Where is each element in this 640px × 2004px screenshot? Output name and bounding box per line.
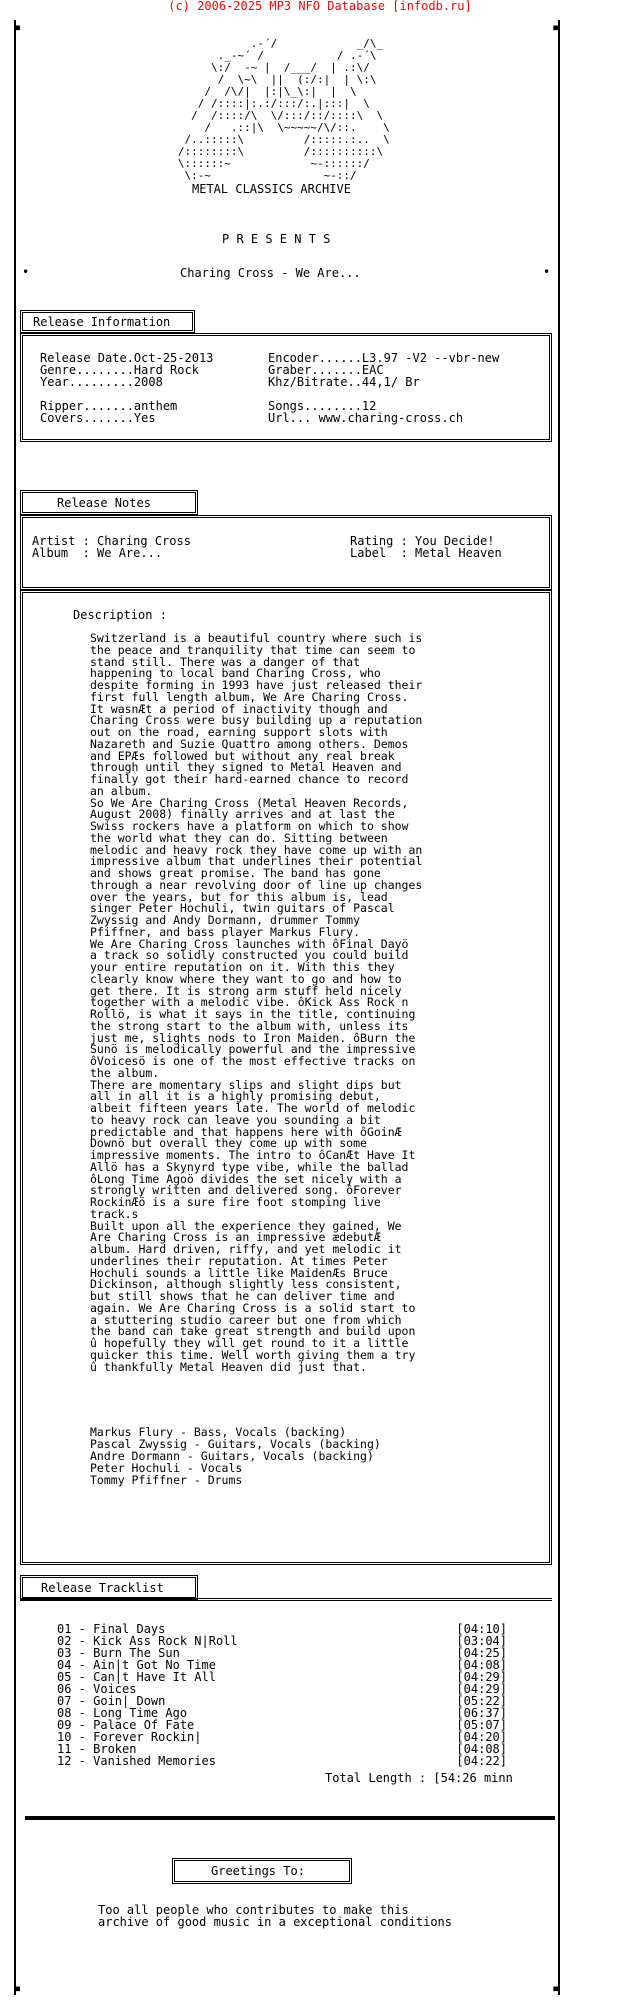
title-bullet: • (543, 265, 551, 279)
track-title: 01 - Final Days (57, 1622, 166, 1636)
greetings-label: Greetings To: (211, 1864, 305, 1878)
track-title: 10 - Forever Rockin| (57, 1730, 202, 1744)
track-length: [03:04] (456, 1634, 507, 1648)
corner-bullet: ▪ (14, 20, 22, 34)
release-notes-label: Release Notes (57, 496, 151, 510)
tracklist-frame-top (20, 1598, 552, 1601)
release-info-right: Encoder......L3.97 -V2 --vbr-new Graber.......EAC Khz/Bitrate..44,1/ Br Songs........12 Url... www.charing-cross.ch (268, 351, 500, 425)
track-length: [04:20] (456, 1730, 507, 1744)
release-info-left: Release Date.Oct-25-2013 Genre........Hard Rock Year.........2008 Ripper.......anthem Covers.......Yes (40, 351, 214, 425)
description-text: Switzerland is a beautiful country where such is the peace and tranquility that time can seem to stand still. There was a danger of that happening to local band Charing Cross, who despite forming in 1993 have just released their first full length album, We Are Charing Cross. It wasnÆt a period of inactivity though and Charing Cross were busy building up a reputation out on the road, earning support slots with Nazareth and Suzie Quattro among others. Demos and EPÆs followed but without any real break through until they signed to Metal Heaven and finally got their hard-earned chance to record an album. So We Are Charing Cross (Metal Heaven Records, August 2008) finally arrives and at last the Swiss rockers have a platform on which to show the world what they can do. Sitting between melodic and heavy rock they have come up with an impressive album that underlines their potential and shows great promise. The band has gone through a near revolving door of line up changes over the years, but for this album is, lead singer Peter Hochuli, twin guitars of Pascal Zwyssig and Andy Dormann, drummer Tommy Pfiffner, and bass player Markus Flury. We Are Charing Cross launches with ôFinal Dayö a track so solidly constructed you could build your entire reputation on it. With this they clearly know where they want to go and how to get there. It is strong arm stuff held nicely together with a melodic vibe. ôKick Ass Rock n Rollö, is what it says in the title, continuing the strong start to the album with, unless its just me, slights nods to Iron Maiden. ôBurn the Sunö is melodically powerful and the impressive ôVoicesö is one of the most effective tracks on the album. There are momentary slips and slight dips but all in all it is a highly promising debut, albeit fifteen years late. The world of melodic to heavy rock can leave you sounding a bit predictable and that happens here with ôGoinÆ Downö but overall they come up with some impressive moments. The intro to ôCanÆt Have It Allö has a Skynyrd type vibe, while the ballad ôLong Time Agoö divides the set nicely with a strongly written and delivered song. ôForever RockinÆö is a sure fire foot stomping live track.s Built upon all the experience they gained, We Are Charing Cross is an impressive ædebutÆ album. Hard driven, riffy, and yet melodic it underlines their reputation. At times Peter Hochuli sounds a little like MaidenÆs Bruce Dickinson, although slightly less consistent, but still shows that he can deliver time and again. We Are Charing Cross is a solid start to a stuttering studio career but one from which the band can take great strength and build upon û hopefully they will get round to it a little quicker this time. Well worth giving them a try û thankfully Metal Heaven did just that. (90, 631, 423, 1374)
track-row (57, 1755, 507, 1767)
corner-bullet: ▪ (14, 1981, 22, 1995)
track-title: 03 - Burn The Sun (57, 1646, 180, 1660)
release-information-label: Release Information (33, 315, 171, 329)
track-length: [04:29] (456, 1682, 507, 1696)
track-title: 12 - Vanished Memories (57, 1754, 216, 1768)
greetings-text: Too all people who contributes to make this archive of good music in a exceptional conditions (98, 1903, 453, 1929)
section-divider (25, 1816, 555, 1820)
copyright-credit: (c) 2006-2025 MP3 NFO Database [infodb.ru] (168, 0, 472, 13)
track-length: [04:10] (456, 1622, 507, 1636)
title-bullet: • (22, 265, 30, 279)
band-lineup: Markus Flury - Bass, Vocals (backing) Pascal Zwyssig - Guitars, Vocals (backing) Andre Dormann - Guitars, Vocals (backing) Peter Hochuli - Vocals Tommy Pfiffner - Drums (90, 1425, 381, 1487)
release-tracklist-label: Release Tracklist (41, 1581, 164, 1595)
track-length: [04:08] (456, 1658, 507, 1672)
track-title: 06 - Voices (57, 1682, 137, 1696)
logo-caption: METAL CLASSICS ARCHIVE (192, 182, 351, 196)
presents-heading: P R E S E N T S (222, 232, 331, 246)
notes-rating-label: Rating : You Decide! Label : Metal Heaven (350, 534, 502, 560)
track-length: [04:08] (456, 1742, 507, 1756)
track-length: [05:07] (456, 1718, 507, 1732)
track-title: 04 - Ain|t Got No Time (57, 1658, 216, 1672)
corner-bullet: ▪ (552, 1981, 560, 1995)
track-title: 11 - Broken (57, 1742, 137, 1756)
corner-bullet: ▪ (552, 20, 560, 34)
track-length: [04:22] (456, 1754, 507, 1768)
track-title: 09 - Palace Of Fate (57, 1718, 195, 1732)
total-length: Total Length : [54:26 minn (325, 1771, 513, 1785)
track-length: [04:29] (456, 1670, 507, 1684)
notes-artist-album: Artist : Charing Cross Album : We Are... (32, 534, 191, 560)
track-title: 05 - Can|t Have It All (57, 1670, 216, 1684)
tracklist (57, 1623, 507, 1767)
track-title: 08 - Long Time Ago (57, 1706, 188, 1720)
ascii-logo: .-´/ _/\_ ._-~´ / / .-´\ \:/ -~ | /___/ | .:\/ / \~\ || (:/:| | \:\ / /\/| |:|\_\:| | \ / /::::|:.:/:::/:.|:::| \ / /::::/\ \/:::/::/::::\ \ / .::|\ \~~~~~/\/::. \ /..:::::\ /:::::.:.. \ /::::::::\ /::::::::::\ \::::::~ ~-::::::/ \:-~ ~-::/ (177, 37, 390, 182)
description-label: Description : (73, 608, 167, 622)
release-title: Charing Cross - We Are... (180, 266, 361, 280)
track-length: [06:37] (456, 1706, 507, 1720)
track-title: 02 - Kick Ass Rock N|Roll (57, 1634, 238, 1648)
track-length: [04:25] (456, 1646, 507, 1660)
track-length: [05:22] (456, 1694, 507, 1708)
track-title: 07 - Goin| Down (57, 1694, 166, 1708)
